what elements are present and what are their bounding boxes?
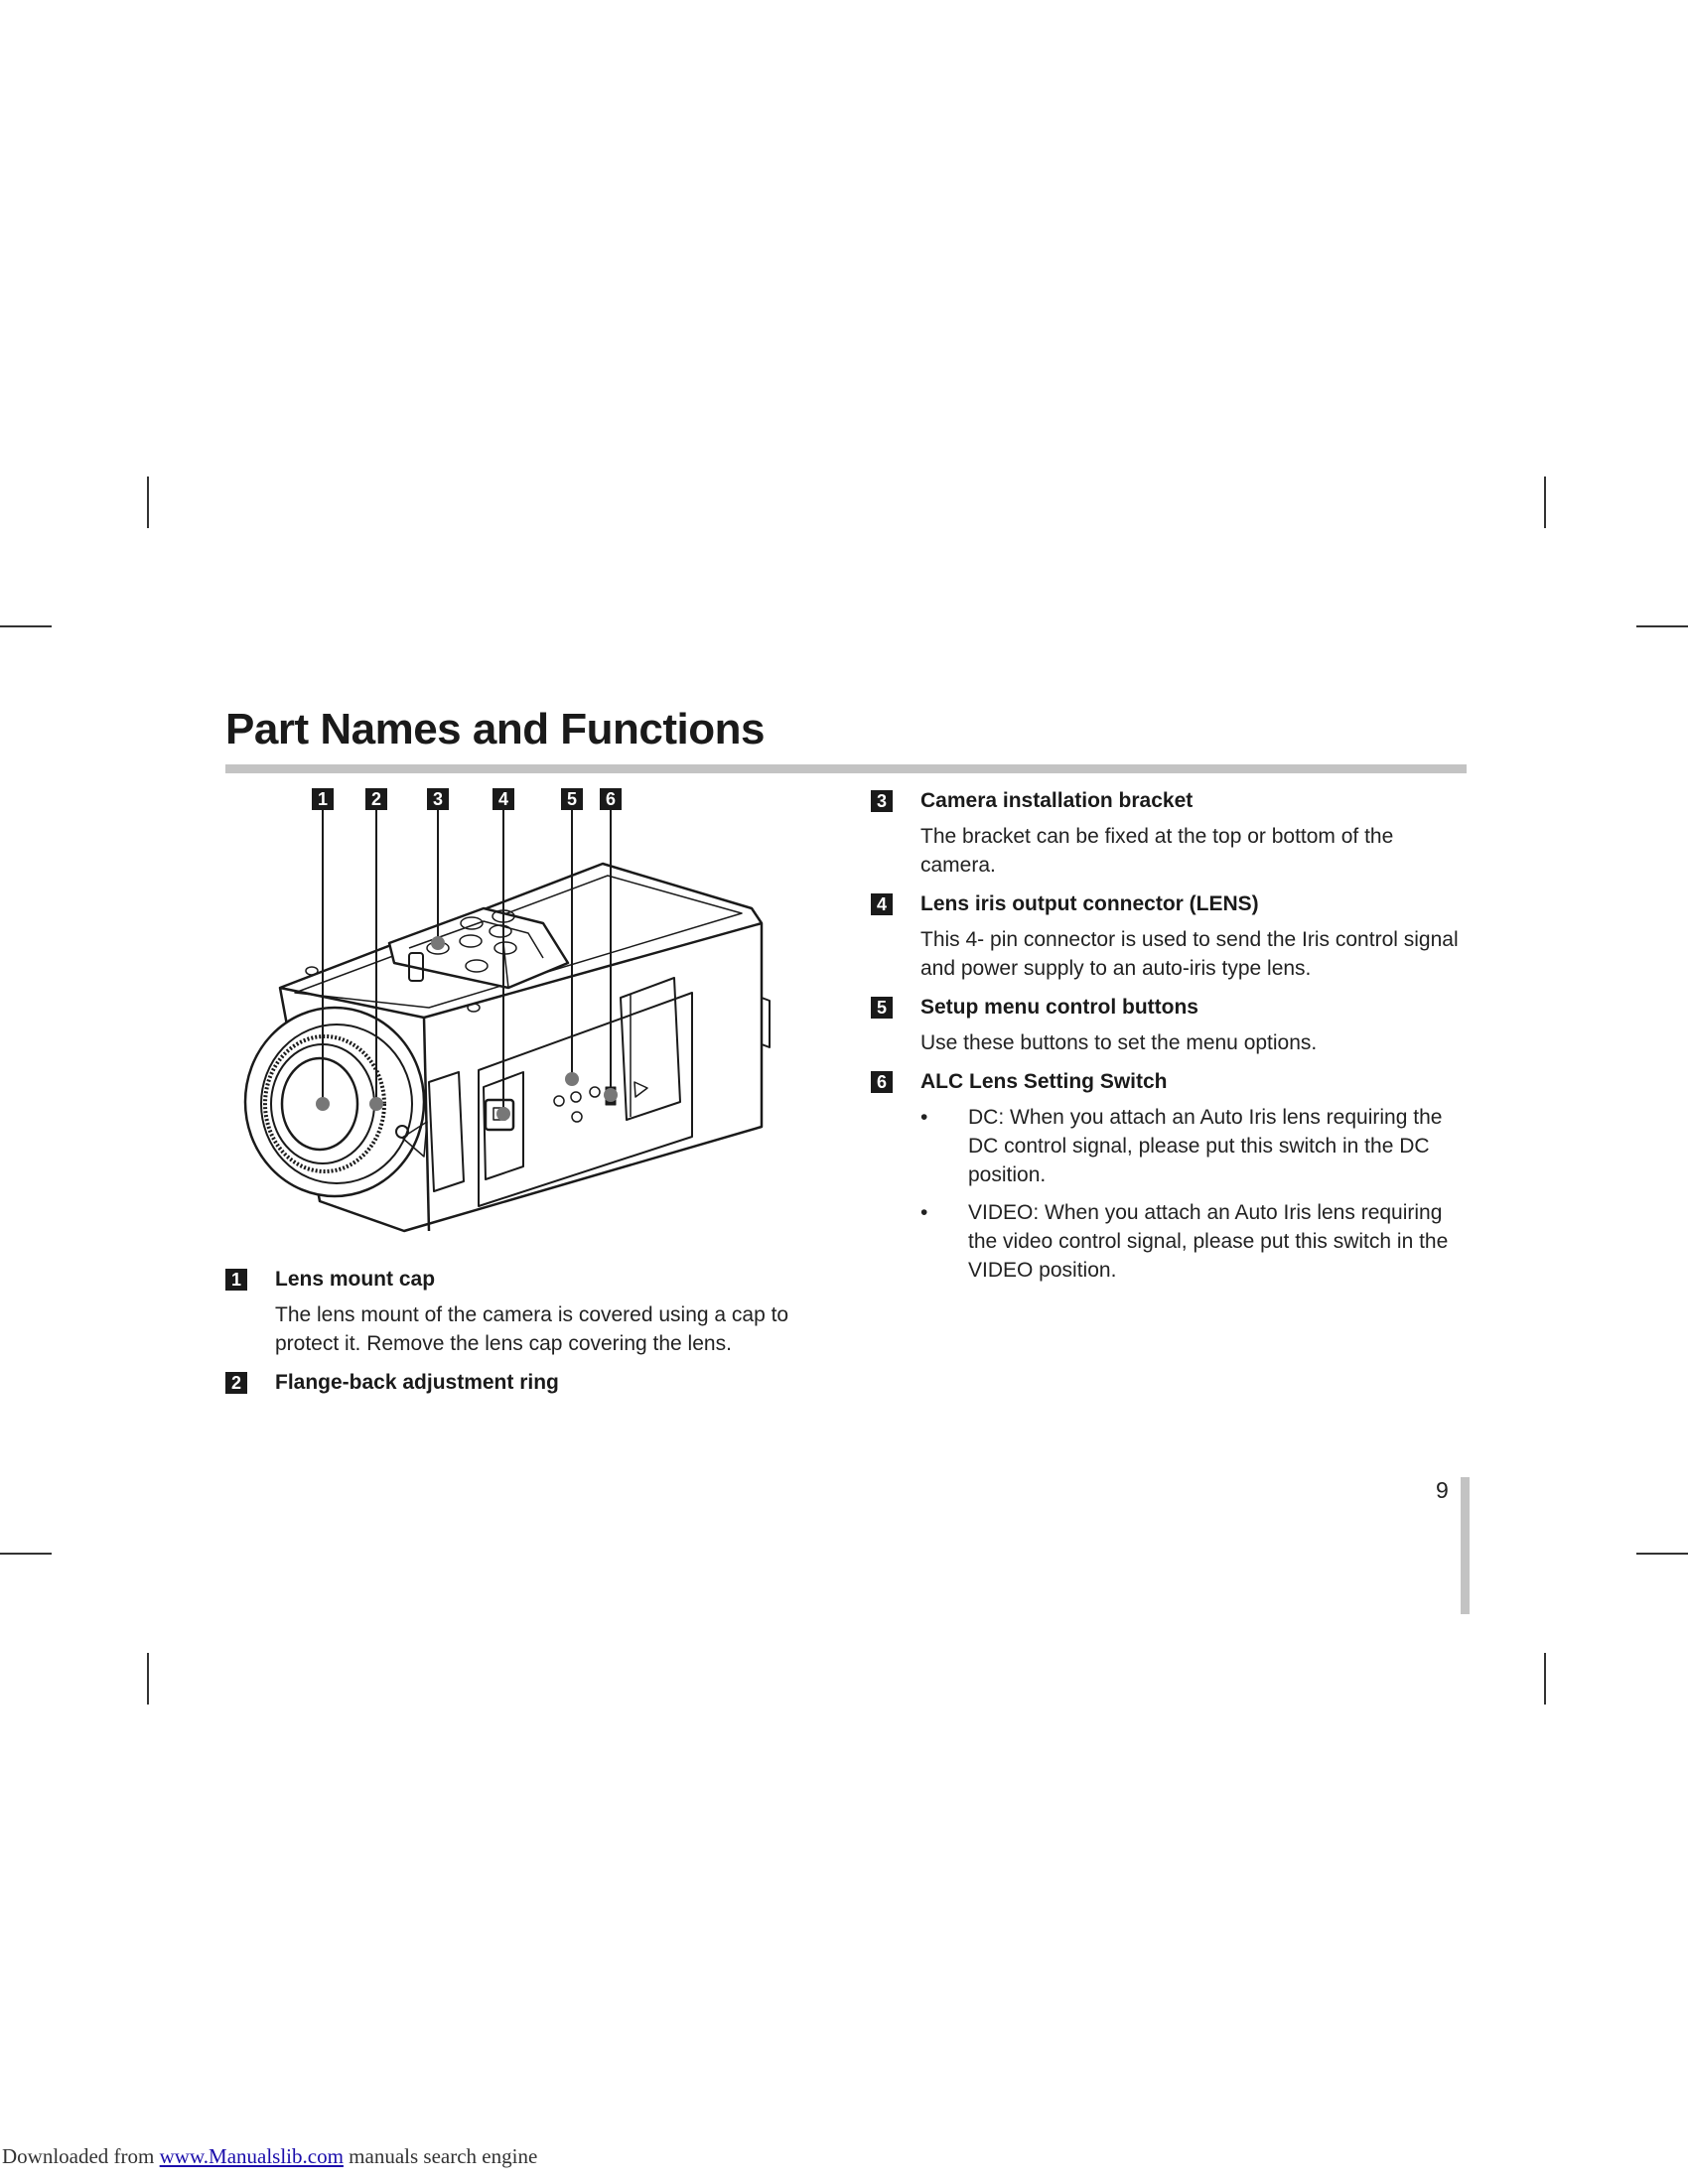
alc-options-list [920,1103,1462,1285]
item-description: This 4- pin connector is used to send the Iris control signal and power supply to an auto-iris type lens. [920,928,1459,980]
crop-mark [0,625,52,627]
bullet-marker: • [920,1201,928,1224]
item-description: The lens mount of the camera is covered using a cap to protect it. Remove the lens cap covering the lens. [275,1303,789,1355]
crop-mark [1544,1653,1546,1705]
item-number-badge: 1 [225,1269,247,1291]
callout-3: 3 [427,788,449,810]
crop-mark [147,1653,149,1705]
crop-mark [1544,477,1546,528]
right-column [871,784,1467,1294]
crop-mark [1636,625,1688,627]
item-number-badge: 2 [225,1372,247,1394]
item-description: Use these buttons to set the menu options. [920,1031,1318,1054]
item-lens-mount-cap [225,1263,821,1358]
item-camera-bracket [871,784,1467,880]
footer-suffix: manuals search engine [343,2144,538,2168]
bullet-text: VIDEO: When you attach an Auto Iris lens requiring the video control signal, please put this switch in the VIDEO position. [968,1201,1449,1282]
callout-6: 6 [600,788,622,810]
callout-2: 2 [365,788,387,810]
item-flange-back-ring [225,1366,821,1400]
bullet-text: DC: When you attach an Auto Iris lens requiring the DC control signal, please put this switch in the DC position. [968,1106,1443,1186]
footer-prefix: Downloaded from [2,2144,160,2168]
list-item [920,1103,1462,1189]
item-title: Setup menu control buttons [920,996,1198,1019]
manualslib-link[interactable]: www.Manualslib.com [159,2144,344,2168]
callout-4: 4 [492,788,514,810]
list-item [920,1198,1462,1285]
item-description: The bracket can be fixed at the top or bottom of the camera. [920,825,1394,877]
crop-mark [147,477,149,528]
item-title: Camera installation bracket [920,789,1194,812]
camera-figure [225,784,831,1241]
item-setup-menu-buttons [871,991,1467,1057]
crop-mark [1636,1553,1688,1555]
item-alc-lens-switch [871,1065,1467,1285]
item-lens-iris-connector [871,887,1467,983]
item-title: Lens iris output connector (LENS) [920,892,1259,915]
page-title: Part Names and Functions [225,705,766,753]
item-title: Lens mount cap [275,1268,436,1291]
camera-illustration [225,784,831,1241]
crop-mark [0,1553,52,1555]
page-side-bar [1461,1477,1470,1614]
item-title: ALC Lens Setting Switch [920,1070,1168,1093]
item-number-badge: 6 [871,1071,893,1093]
title-rule [225,764,1467,773]
download-footer [2,2144,537,2169]
item-number-badge: 4 [871,893,893,915]
page-number: 9 [1436,1477,1449,1503]
callout-5: 5 [561,788,583,810]
item-title: Flange-back adjustment ring [275,1371,559,1394]
item-number-badge: 5 [871,997,893,1019]
left-column [225,1263,821,1400]
item-number-badge: 3 [871,790,893,812]
callout-1: 1 [312,788,334,810]
bullet-marker: • [920,1106,928,1129]
